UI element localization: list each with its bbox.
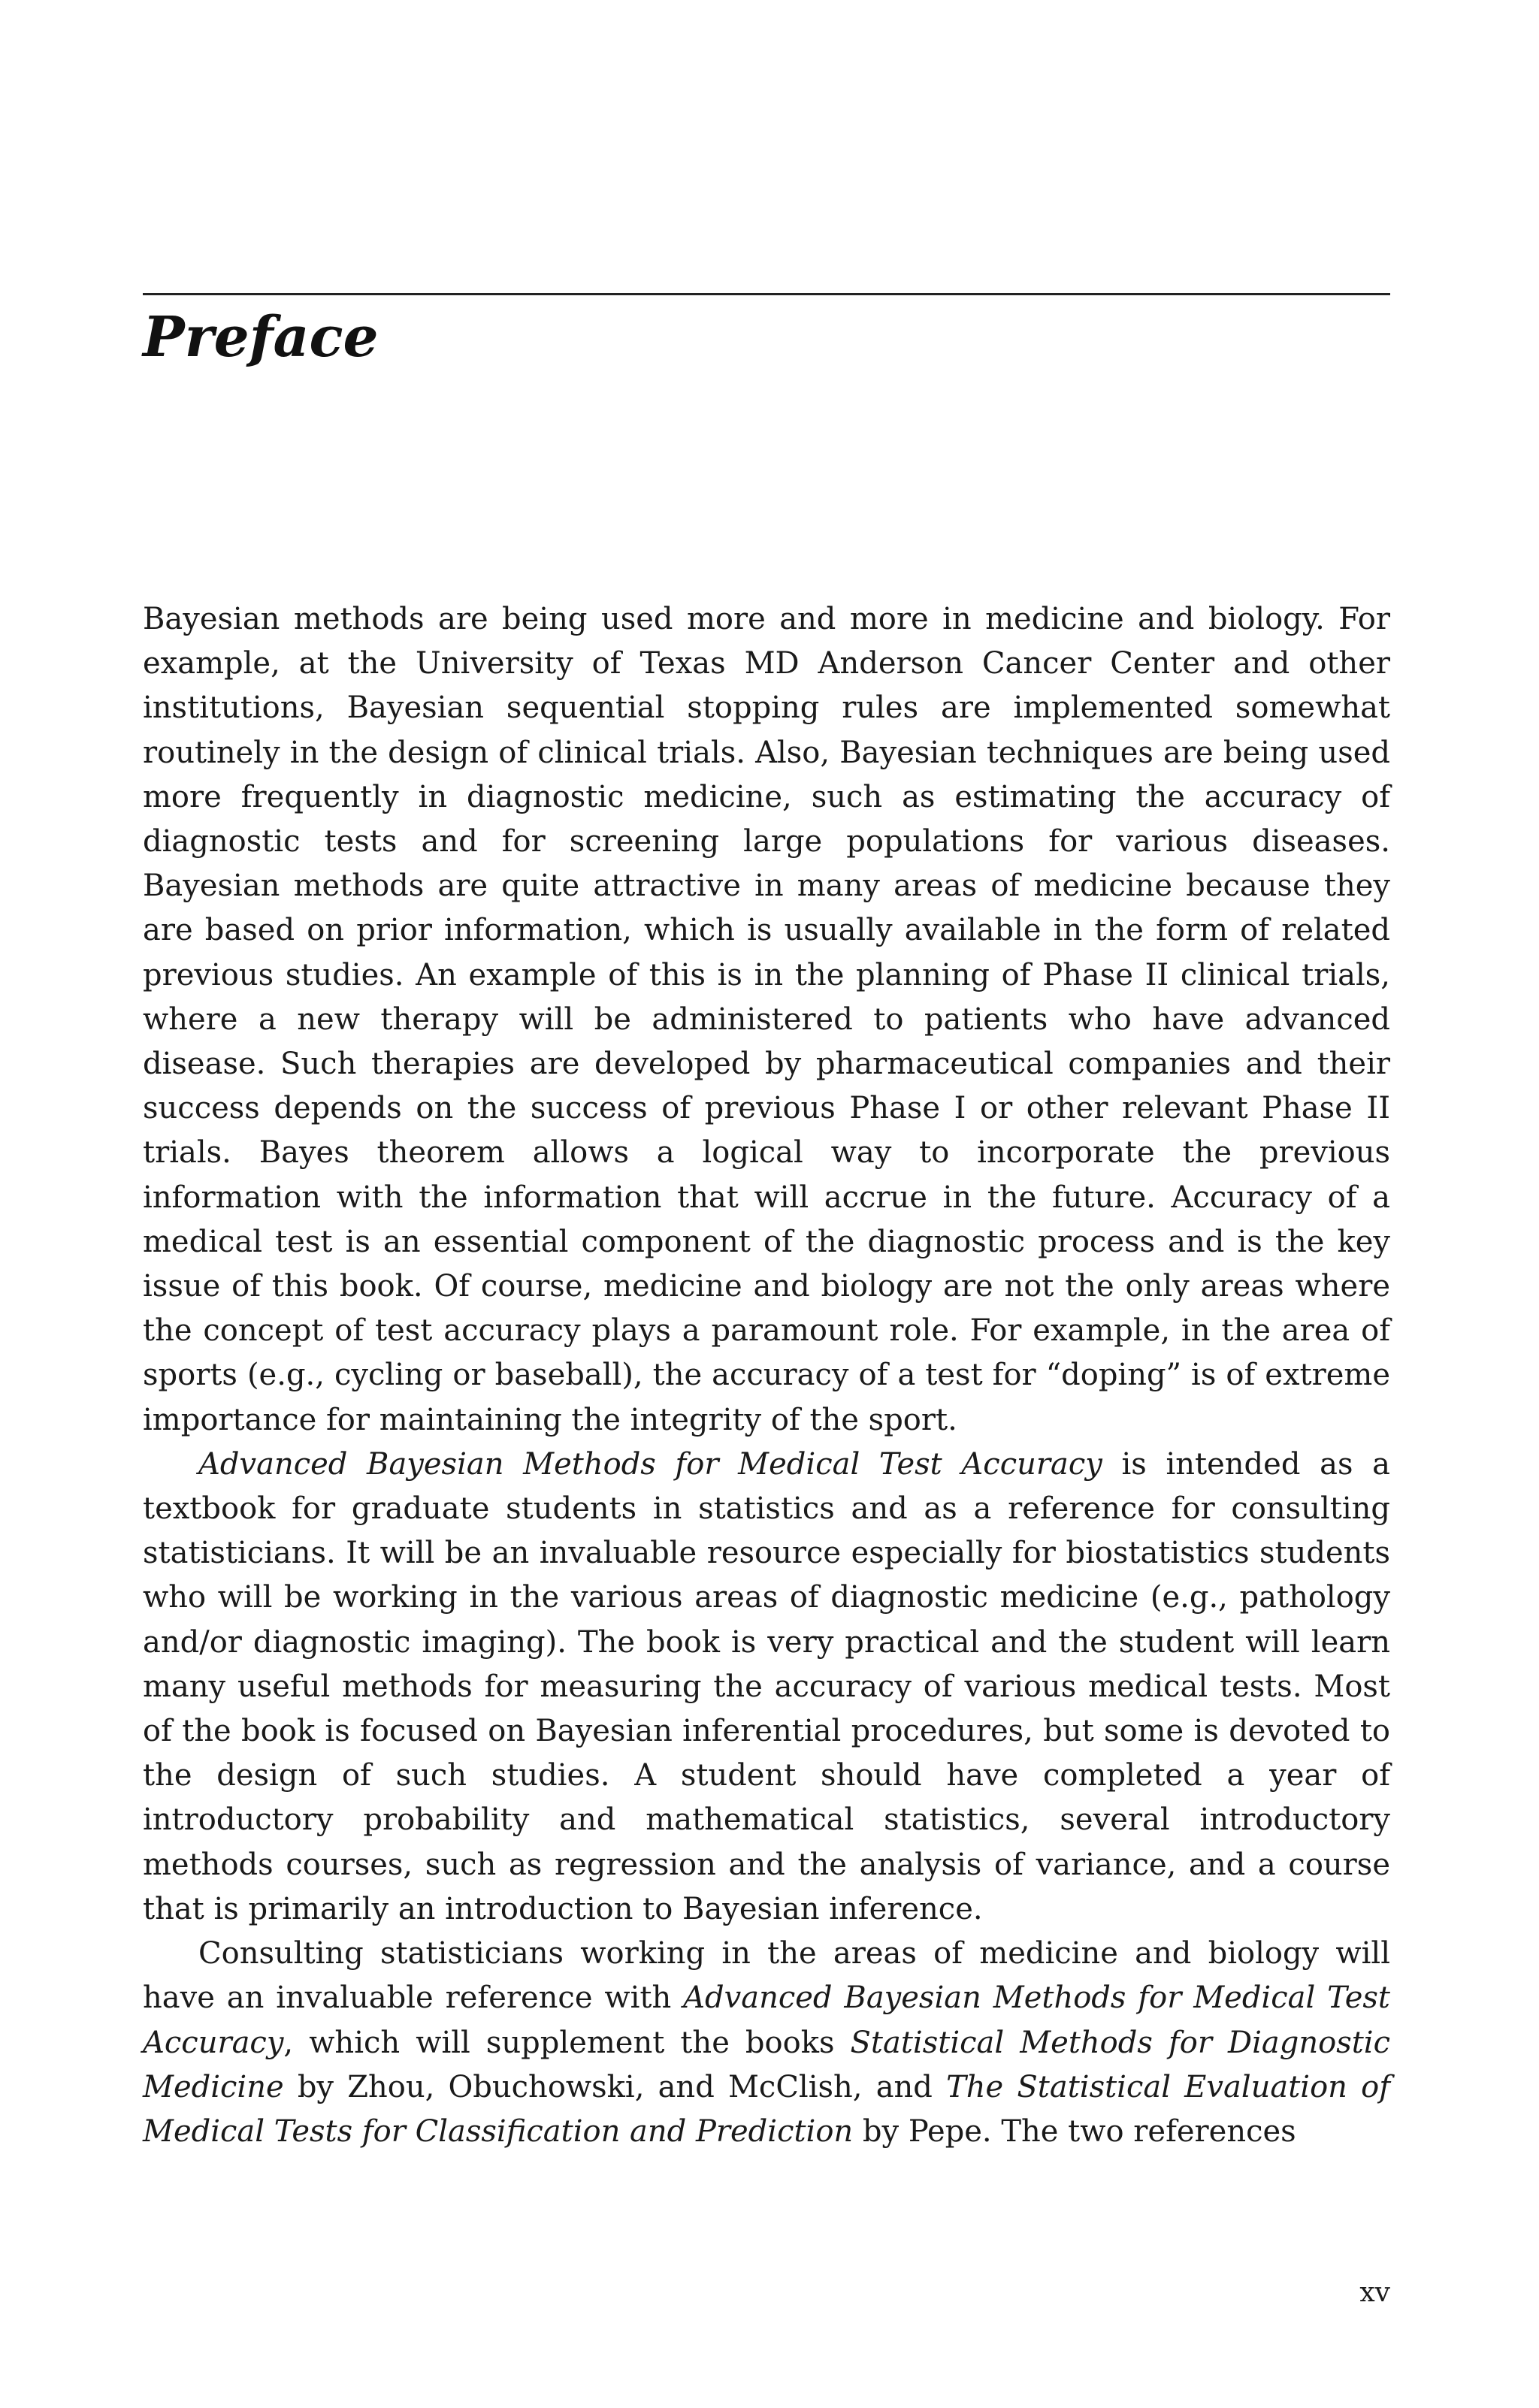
paragraph-3-text-3: by Zhou, Obuchowski, and McClish, and bbox=[283, 2069, 947, 2104]
paragraph-2-text: is intended as a textbook for graduate students in statistics and as a reference for consulting statisticians. It will be an invaluable resource especially for biostatistics students who will be working in the various areas of diagnostic medicine (e.g., pathology and/or diagnostic imaging). The book is very practical and the student will learn many useful methods for measuring the accuracy of various medical tests. Most of the book is focused on Bayesian inferential procedures, but some is devoted to the design of such studies. A student should have completed a year of introductory probability and mathematical statistics, several introductory methods courses, such as regression and the analysis of variance, and a course that is primarily an introduction to Bayesian inference. bbox=[143, 1446, 1390, 1926]
book-title-reference: Advanced Bayesian Methods for Medical Test Accuracy bbox=[198, 1446, 1102, 1482]
paragraph-2 bbox=[143, 1443, 1390, 1932]
chapter-rule bbox=[143, 293, 1390, 295]
page-number: xv bbox=[1359, 2277, 1390, 2308]
book-title-reference: Advanced Bayesian Methods for Medical Test Accuracy bbox=[143, 1980, 1390, 2060]
paragraph-3 bbox=[143, 1932, 1390, 2154]
zhou-book-title: Statistical Methods for Diagnostic Medicine bbox=[143, 2025, 1390, 2104]
body-text bbox=[143, 597, 1390, 2154]
paragraph-1: Bayesian methods are being used more and more in medicine and biology. For example, at the University of Texas MD Anderson Cancer Center and other institutions, Bayesian sequential stopping rules are implemented somewhat routinely in the design of clinical trials. Also, Bayesian techniques are being used more frequently in diagnostic medicine, such as estimating the accuracy of diagnostic tests and for screening large populations for various diseases. Bayesian methods are quite attractive in many areas of medicine because they are based on prior information, which is usually available in the form of related previous studies. An example of this is in the planning of Phase II clinical trials, where a new therapy will be administered to patients who have advanced disease. Such therapies are developed by pharmaceutical companies and their success depends on the success of previous Phase I or other relevant Phase II trials. Bayes theorem allows a logical way to incorporate the previous information with the information that will accrue in the future. Accuracy of a medical test is an essential component of the diagnostic process and is the key issue of this book. Of course, medicine and biology are not the only areas where the concept of test accuracy plays a paramount role. For example, in the area of sports (e.g., cycling or baseball), the accuracy of a test for “doping” is of extreme importance for maintaining the integrity of the sport. bbox=[143, 602, 1390, 1437]
paragraph-3-text-4: by Pepe. The two references bbox=[853, 2113, 1296, 2149]
paragraph-3-text-2: , which will supplement the books bbox=[283, 2025, 851, 2060]
pepe-book-title: The Statistical Evaluation of Medical Tests for Classification and Prediction bbox=[143, 2069, 1390, 2149]
chapter-title: Preface bbox=[143, 305, 379, 370]
paragraph-3-text-1: Consulting statisticians working in the areas of medicine and biology will have an invaluable reference with bbox=[143, 1936, 1390, 2016]
